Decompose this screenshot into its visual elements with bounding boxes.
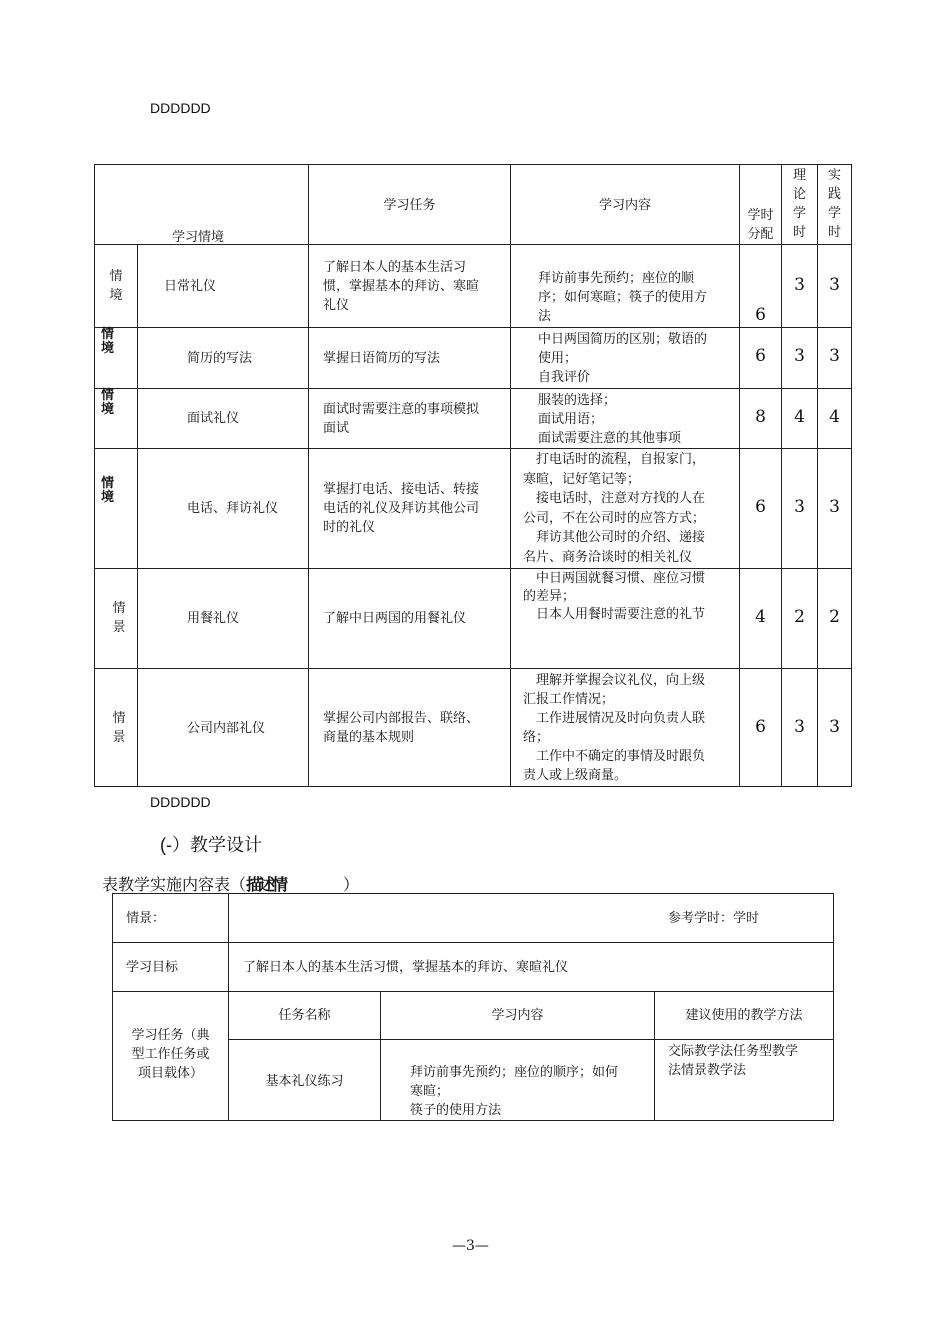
page-number: —3— [452,1238,489,1254]
theory-value: 3 [794,275,805,295]
col-teaching-method: 建议使用的教学方法 [685,1008,803,1023]
content-text: 中日两国就餐习惯、座位习惯 的差异； 日本人用餐时需要注意的礼节 [523,571,706,622]
situation-label: 情景： [126,911,166,926]
row-tag: 情 景 [112,601,126,635]
header-mark: DDDDDD [150,100,211,116]
task-label: 学习任务（典 型工作任务或 项目载体） [131,1028,210,1081]
header-practice-hours: 实 践 学 时 [827,168,841,240]
content-text: 中日两国简历的区别；敬语的 使用； 自我评价 [538,332,708,385]
content-text: 理解并掌握会议礼仪，向上级 汇报工作情况； 工作进展情况及时向负责人联 络； 工作中不确定的事情及时跟负 责人或上级商量。 [523,673,706,783]
header-theory-hours: 理 论 学 时 [792,168,806,240]
theory-value: 4 [794,407,805,427]
practice-value: 4 [829,407,840,427]
practice-value: 3 [829,346,840,366]
practice-value: 3 [829,275,840,295]
caption-prefix: 表教学实施内容表（ [102,877,247,894]
col-learning-content: 学习内容 [491,1008,544,1023]
header-content: 学习内容 [598,198,651,213]
situation-name: 面试礼仪 [187,411,240,426]
caption-suffix: ） [343,877,360,894]
content-text: 打电话时的流程，自报家门， 寒暄，记好笔记等； 接电话时，注意对方找的人在 公司，不在公司时的应答方式； 拜访其他公司时的介绍、递接 名片、商务洽谈时的相关礼仪 [523,452,706,565]
section-title: (-）教学设计 [160,835,262,855]
content-text: 拜访前事先预约；座位的顺 序；如何寒暄；筷子的使用方 法 [538,271,708,324]
task-text: 掌握公司内部报告、联络、 商量的基本规则 [323,711,480,745]
header-task: 学习任务 [383,198,436,213]
practice-value: 3 [829,497,840,517]
theory-value: 2 [794,607,805,627]
situation-name: 公司内部礼仪 [187,721,266,736]
row-tag: 情 境 [109,269,123,303]
situation-name: 电话、拜访礼仪 [187,501,279,516]
task-text: 掌握日语简历的写法 [323,351,441,366]
theory-value: 3 [794,346,805,366]
practice-value: 3 [829,717,840,737]
hours-value: 6 [755,305,766,325]
task-text: 面试时需要注意的事项模拟 面试 [323,402,480,436]
hours-value: 6 [755,497,766,517]
hours-value: 4 [755,607,766,627]
situation-name: 简历的写法 [187,351,253,366]
task-text: 掌握打电话、接电话、转接 电话的礼仪及拜访其他公司 时的礼仪 [323,482,480,535]
task-name: 基本礼仪练习 [265,1074,344,1089]
hours-value: 6 [755,717,766,737]
header-hours-allocation: 学时 分配 [747,208,774,242]
footer-mark: DDDDDD [150,794,211,810]
theory-value: 3 [794,497,805,517]
theory-value: 3 [794,717,805,737]
row-tag: 情 境 [101,475,115,504]
task-content: 拜访前事先预约；座位的顺序；如何 寒暄； 筷子的使用方法 [410,1065,619,1118]
situation-name: 日常礼仪 [164,279,217,294]
goal-text: 了解日本人的基本生活习惯，掌握基本的拜访、寒暄礼仪 [243,960,569,975]
col-task-name: 任务名称 [278,1008,331,1023]
practice-value: 2 [829,607,840,627]
row-tag: 情 境 [101,387,115,416]
task-text: 了解日本人的基本生活习 惯，掌握基本的拜访、寒暄 礼仪 [323,260,480,313]
hours-value: 6 [755,346,766,366]
row-tag: 情 境 [101,326,115,355]
content-text: 服装的选择； 面试用语； 面试需要注意的其他事项 [538,393,682,446]
caption-bold: 描述情 [246,877,286,894]
task-text: 了解中日两国的用餐礼仪 [323,611,467,626]
reference-hours: 参考学时：学时 [668,911,760,926]
row-tag: 情 景 [112,711,126,745]
header-situation: 学习情境 [172,230,225,245]
goal-label: 学习目标 [126,960,179,975]
task-method: 交际教学法任务型教学 法情景教学法 [668,1044,799,1078]
situation-name: 用餐礼仪 [187,611,240,626]
hours-value: 8 [755,407,766,427]
